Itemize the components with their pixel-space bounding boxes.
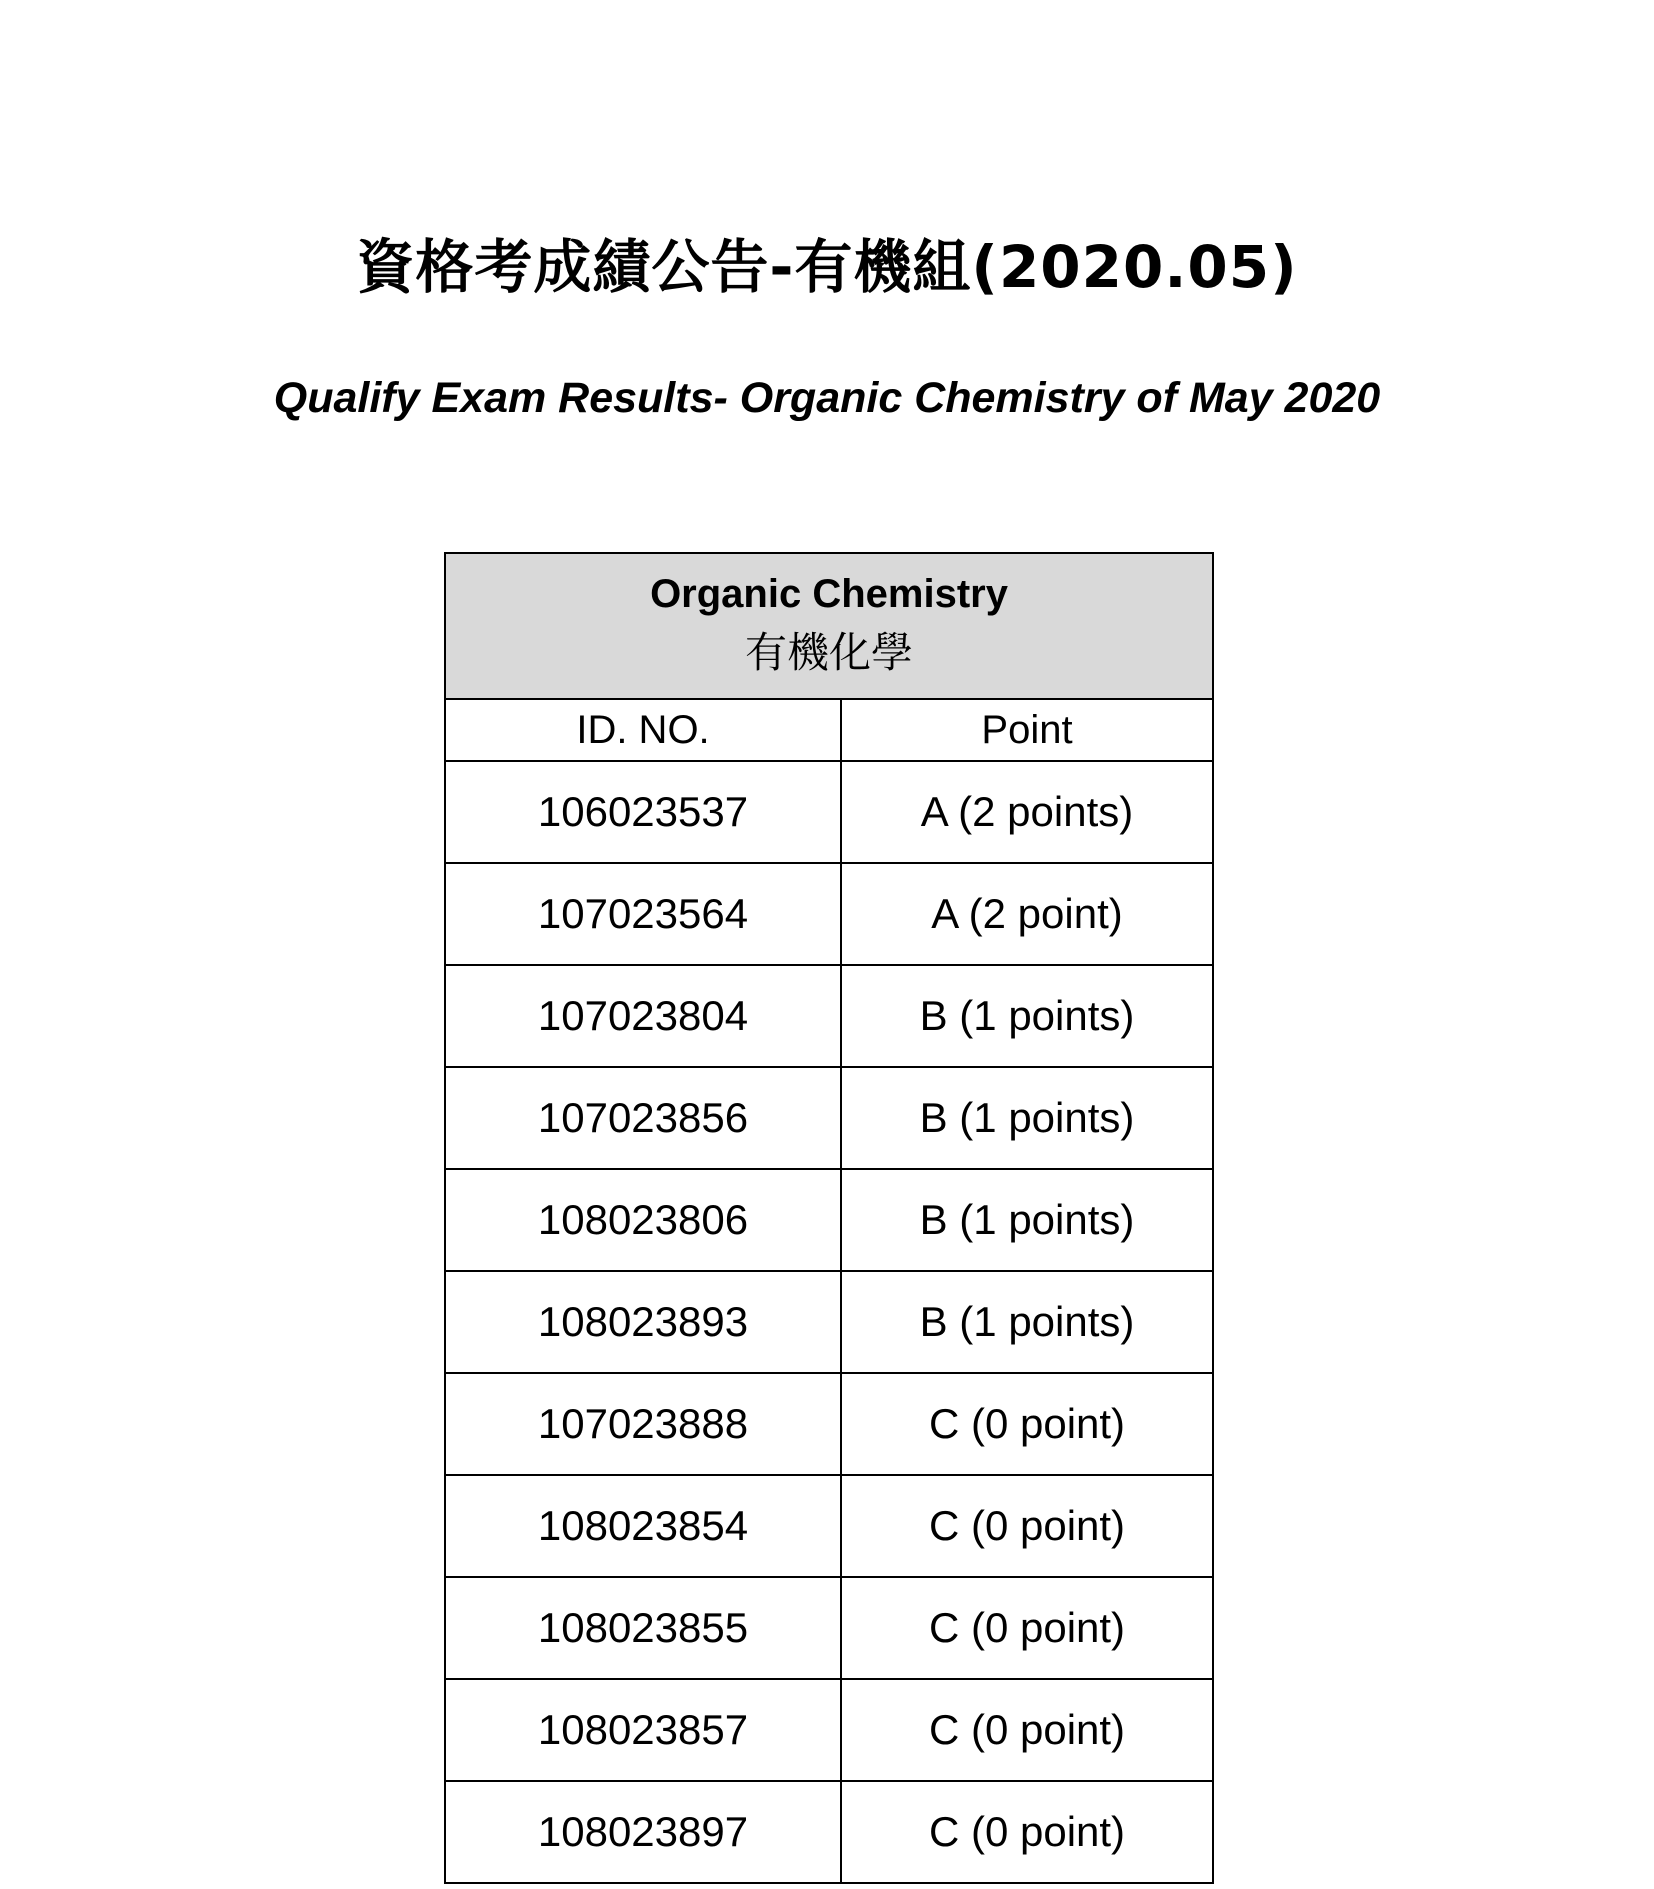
point-cell: C (0 point): [841, 1475, 1213, 1577]
point-cell: B (1 points): [841, 965, 1213, 1067]
point-cell: B (1 points): [841, 1271, 1213, 1373]
table-row: [445, 1373, 1213, 1475]
table-row: [445, 1169, 1213, 1271]
id-number-cell: 107023888: [445, 1373, 841, 1475]
point-cell: C (0 point): [841, 1679, 1213, 1781]
point-cell: C (0 point): [841, 1781, 1213, 1883]
id-number-cell: 108023897: [445, 1781, 841, 1883]
point-cell: A (2 point): [841, 863, 1213, 965]
table-row: [445, 1271, 1213, 1373]
point-cell: C (0 point): [841, 1373, 1213, 1475]
id-number-cell: 107023856: [445, 1067, 841, 1169]
id-number-cell: 108023857: [445, 1679, 841, 1781]
id-number-cell: 108023854: [445, 1475, 841, 1577]
table-caption-english: Organic Chemistry: [650, 572, 1008, 616]
point-cell: B (1 points): [841, 1067, 1213, 1169]
table-row: [445, 965, 1213, 1067]
id-number-cell: 108023855: [445, 1577, 841, 1679]
table-row: [445, 863, 1213, 965]
table-row: [445, 1067, 1213, 1169]
table-caption: [445, 553, 1213, 699]
id-number-cell: 106023537: [445, 761, 841, 863]
column-header-id: ID. NO.: [445, 699, 841, 761]
column-header-point: Point: [841, 699, 1213, 761]
table-caption-chinese: 有機化學: [745, 628, 914, 677]
table-row: [445, 1679, 1213, 1781]
id-number-cell: 108023893: [445, 1271, 841, 1373]
table-row: [445, 761, 1213, 863]
page-title: 資格考成績公告-有機組(2020.05): [356, 233, 1298, 301]
page-subtitle: Qualify Exam Results- Organic Chemistry of May 2020: [273, 374, 1381, 422]
results-table: [444, 552, 1214, 1884]
id-number-cell: 107023804: [445, 965, 841, 1067]
table-row: [445, 1577, 1213, 1679]
point-cell: A (2 points): [841, 761, 1213, 863]
table-row: [445, 1475, 1213, 1577]
point-cell: C (0 point): [841, 1577, 1213, 1679]
id-number-cell: 108023806: [445, 1169, 841, 1271]
table-caption-row: [445, 553, 1213, 699]
results-body: [445, 761, 1213, 1883]
id-number-cell: 107023564: [445, 863, 841, 965]
table-row: [445, 1781, 1213, 1883]
point-cell: B (1 points): [841, 1169, 1213, 1271]
column-header-row: [445, 699, 1213, 761]
